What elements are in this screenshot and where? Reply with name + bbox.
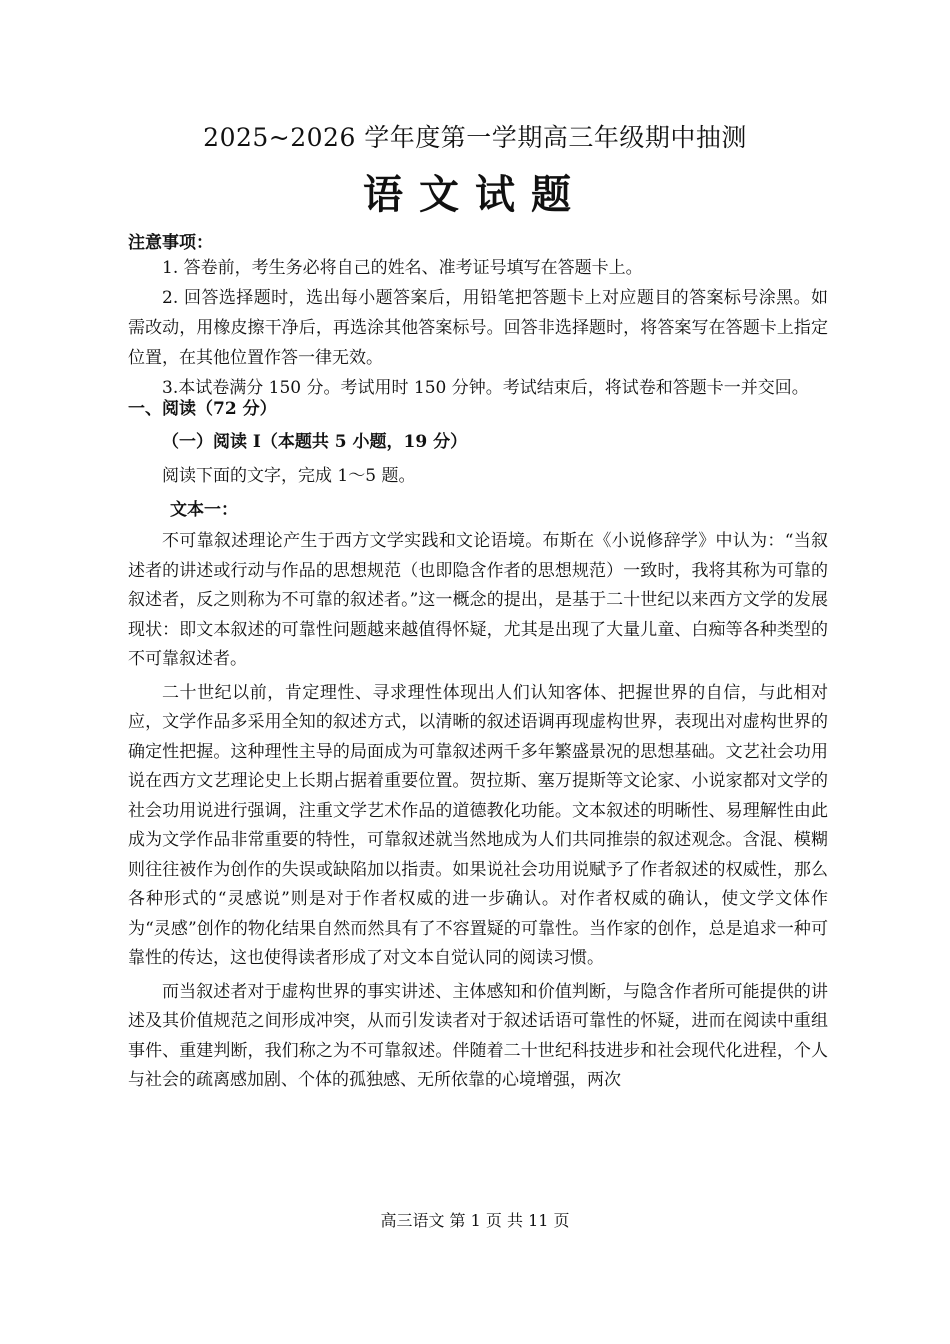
article-paragraph-1: 不可靠叙述理论产生于西方文学实践和文论语境。布斯在《小说修辞学》中认为：“当叙述者的讲述或行动与作品的思想规范（也即隐含作者的思想规范）一致时，我将其称为可靠的叙述者，反之则称为不可靠的叙述者。”这一概念的提出，是基于二十世纪以来西方文学的发展现状：即文本叙述的可靠性问题越来越值得怀疑，尤其是出现了大量儿童、白痴等各种类型的不可靠叙述者。 xyxy=(128,531,828,669)
reading-instruction: 阅读下面的文字，完成 1～5 题。 xyxy=(162,466,416,486)
notice-list xyxy=(128,253,828,403)
notice-item-1: 1. 答卷前，考生务必将自己的姓名、准考证号填写在答题卡上。 xyxy=(162,258,643,278)
sub-section-heading: （一）阅读 I（本题共 5 小题，19 分） xyxy=(162,432,468,452)
exam-title: 2025~2026 学年度第一学期高三年级期中抽测 xyxy=(203,123,747,152)
notice-item-3: 3.本试卷满分 150 分。考试用时 150 分钟。考试结束后，将试卷和答题卡一并交回。 xyxy=(162,378,809,398)
notice-heading: 注意事项： xyxy=(128,233,213,253)
article-paragraph-2: 二十世纪以前，肯定理性、寻求理性体现出人们认知客体、把握世界的自信，与此相对应，文学作品多采用全知的叙述方式，以清晰的叙述语调再现虚构世界，表现出对虚构世界的确定性把握。这种理性主导的局面成为可靠叙述两千多年繁盛景况的思想基础。文艺社会功用说在西方文艺理论史上长期占据着重要位置。贺拉斯、塞万提斯等文论家、小说家都对文学的社会功用说进行强调，注重文学艺术作品的道德教化功能。文本叙述的明晰性、易理解性由此成为文学作品非常重要的特性，可靠叙述就当然地成为人们共同推崇的叙述观念。含混、模糊则往往被作为创作的失误或缺陷加以指责。如果说社会功用说赋予了作者叙述的权威性，那么各种形式的“灵感说”则是对于作者权威的进一步确认。对作者权威的确认，使文学文体作为“灵感”创作的物化结果自然而然具有了不容置疑的可靠性。当作家的创作，总是追求一种可靠性的传达，这也使得读者形成了对文本自觉认同的阅读习惯。 xyxy=(128,682,828,968)
text-label: 文本一： xyxy=(170,500,238,520)
article-paragraph-3: 而当叙述者对于虚构世界的事实讲述、主体感知和价值判断，与隐含作者所可能提供的讲述及其价值规范之间形成冲突，从而引发读者对于叙述话语可靠性的怀疑，进而在阅读中重组事件、重建判断，我们称之为不可靠叙述。伴随着二十世纪科技进步和社会现代化进程，个人与社会的疏离感加剧、个体的孤独感、无所依靠的心境增强，两次 xyxy=(128,981,828,1090)
notice-item-2: 2. 回答选择题时，选出每小题答案后，用铅笔把答题卡上对应题目的答案标号涂黑。如需改动，用橡皮擦干净后，再选涂其他答案标号。回答非选择题时，将答案写在答题卡上指定位置，在其他位置作答一律无效。 xyxy=(128,288,828,368)
article-body xyxy=(128,527,828,1100)
section-heading: 一、阅读（72 分） xyxy=(128,399,277,419)
subject-title: 语文试题 xyxy=(363,171,587,218)
page-footer: 高三语文 第 1 页 共 11 页 xyxy=(380,1211,570,1230)
